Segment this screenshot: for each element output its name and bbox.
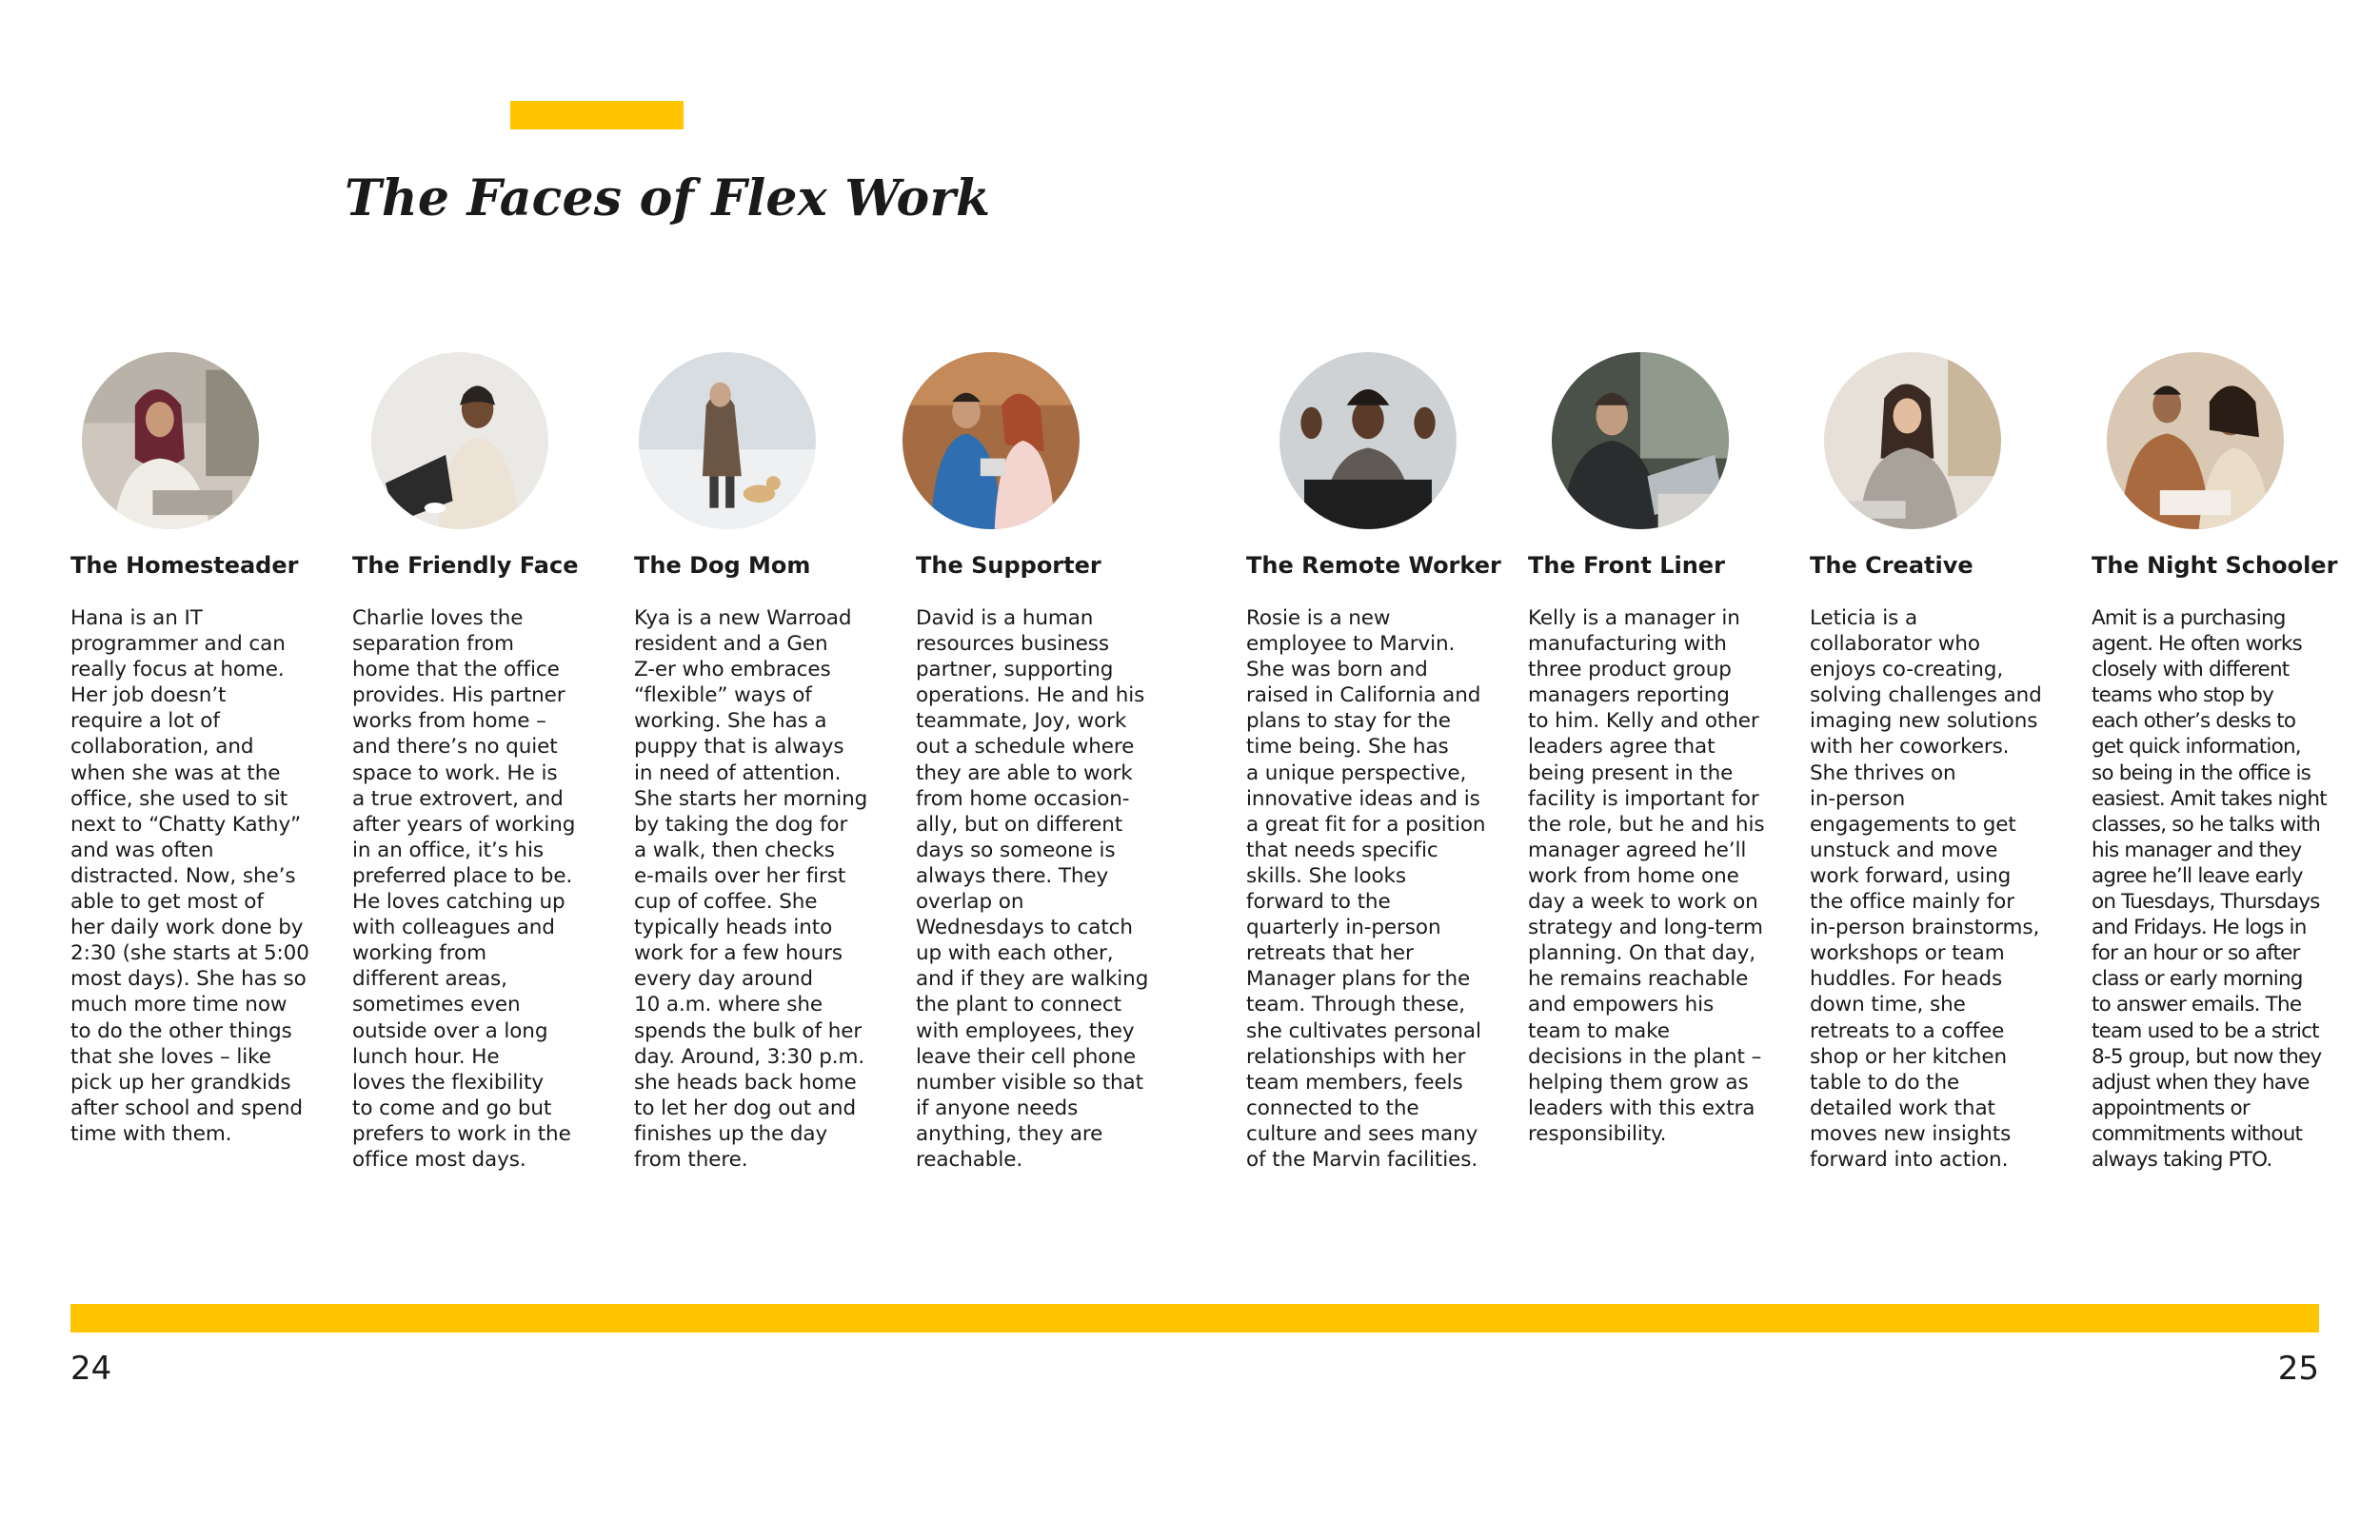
desc-line: helping them grow as [1528, 1070, 1749, 1095]
desc-line: Leticia is a [1810, 606, 1918, 630]
desc-line: with employees, they [916, 1018, 1135, 1043]
desc-line: if anyone needs [916, 1096, 1079, 1120]
persona-card [2092, 352, 2338, 1172]
friendly-face-photo [371, 352, 548, 529]
desc-line: collaborator who [1810, 632, 1980, 657]
desc-line: 2:30 (she starts at 5:00 [70, 941, 309, 966]
desc-line: innovative ideas and is [1246, 786, 1480, 811]
desc-line: manager agreed he’ll [1528, 838, 1747, 862]
desc-line: to him. Kelly and other [1528, 709, 1759, 734]
desc-line: he remains reachable [1528, 967, 1749, 992]
desc-line: class or early morning [2092, 967, 2303, 992]
desc-line: planning. On that day, [1528, 941, 1756, 966]
persona-card [1246, 352, 1501, 1172]
desc-line: relationships with her [1246, 1044, 1466, 1069]
desc-line: Her job doesn’t [70, 683, 227, 708]
desc-line: to come and go but [352, 1096, 552, 1120]
desc-line: workshops or team [1810, 941, 2005, 966]
desc-line: agent. He often works [2092, 632, 2302, 657]
desc-line: She starts her morning [634, 786, 868, 811]
persona-description [1246, 605, 1486, 1173]
page-number-right: 25 [2277, 1350, 2319, 1388]
persona-name: The Creative [1810, 552, 1973, 579]
desc-line: plans to stay for the [1246, 709, 1451, 734]
persona-name: The Dog Mom [634, 552, 811, 579]
desc-line: that needs specific [1246, 838, 1438, 862]
desc-line: David is a human [916, 606, 1094, 630]
desc-line: employee to Marvin. [1246, 632, 1456, 657]
desc-line: team. Through these, [1246, 993, 1466, 1017]
desc-line: decisions in the plant – [1528, 1044, 1762, 1069]
desc-line: anything, they are [916, 1121, 1103, 1146]
desc-line: to answer emails. The [2092, 993, 2302, 1017]
desc-line: Wednesdays to catch [916, 916, 1133, 940]
desc-line: skills. She looks [1246, 863, 1407, 888]
desc-line: with colleagues and [352, 916, 555, 940]
desc-line: table to do the [1810, 1070, 1960, 1095]
desc-line: and there’s no quiet [352, 735, 558, 760]
desc-line: imaging new solutions [1810, 709, 2038, 734]
desc-line: culture and sees many [1246, 1121, 1478, 1146]
persona-description [634, 605, 870, 1173]
desc-line: Manager plans for the [1246, 967, 1471, 992]
desc-line: spends the bulk of her [634, 1018, 863, 1043]
desc-line: team used to be a strict [2092, 1018, 2319, 1043]
desc-line: from home occasion- [916, 786, 1130, 811]
desc-line: forward to the [1246, 890, 1391, 915]
persona-name: The Remote Worker [1246, 552, 1501, 579]
desc-line: closely with different [2092, 658, 2290, 682]
desc-line: works from home – [352, 709, 546, 734]
desc-line: quarterly in-person [1246, 916, 1441, 940]
desc-line: enjoys co-creating, [1810, 658, 2004, 682]
desc-line: office, she used to sit [70, 786, 288, 811]
desc-line: raised in California and [1246, 683, 1481, 708]
desc-line: typically heads into [634, 916, 833, 940]
desc-line: a great fit for a position [1246, 812, 1486, 837]
desc-line: office most days. [352, 1147, 526, 1172]
desc-line: moves new insights [1810, 1121, 2012, 1146]
desc-line: He loves catching up [352, 890, 565, 915]
desc-line: retreats that her [1246, 941, 1414, 966]
desc-line: the plant to connect [916, 993, 1121, 1017]
desc-line: the office mainly for [1810, 890, 2014, 915]
desc-line: appointments or [2092, 1096, 2250, 1120]
desc-line: for an hour or so after [2092, 941, 2300, 966]
desc-line: Kelly is a manager in [1528, 606, 1740, 630]
desc-line: work forward, using [1810, 863, 2012, 888]
desc-line: that she loves – like [70, 1044, 271, 1069]
desc-line: sometimes even [352, 993, 521, 1017]
desc-line: she cultivates personal [1246, 1018, 1481, 1043]
desc-line: strategy and long-term [1528, 916, 1763, 940]
desc-line: leaders agree that [1528, 735, 1716, 760]
desc-line: commitments without [2092, 1121, 2303, 1146]
desc-line: facility is important for [1528, 786, 1759, 811]
desc-line: responsibility. [1528, 1121, 1667, 1146]
desc-line: different areas, [352, 967, 507, 992]
desc-line: home that the office [352, 658, 560, 682]
persona-description [352, 605, 588, 1173]
desc-line: finishes up the day [634, 1121, 828, 1146]
desc-line: huddles. For heads [1810, 967, 2003, 992]
desc-line: leaders with this extra [1528, 1096, 1755, 1120]
desc-line: shop or her kitchen [1810, 1044, 2008, 1069]
desc-line: loves the flexibility [352, 1070, 544, 1095]
desc-line: her daily work done by [70, 916, 304, 940]
desc-line: so being in the office is [2092, 760, 2311, 785]
desc-line: of the Marvin facilities. [1246, 1147, 1478, 1172]
page-title: The Faces of Flex Work [345, 169, 991, 227]
homesteader-photo [82, 352, 259, 529]
persona-card [70, 352, 313, 1146]
accent-bar-top [510, 101, 684, 129]
desc-line: always there. They [916, 863, 1109, 888]
desc-line: require a lot of [70, 709, 220, 734]
desc-line: a true extrovert, and [352, 786, 564, 811]
desc-line: work for a few hours [634, 941, 843, 966]
desc-line: provides. His partner [352, 683, 565, 708]
persona-name: The Homesteader [70, 552, 299, 579]
desc-line: cup of coffee. She [634, 890, 818, 915]
desc-line: Charlie loves the [352, 606, 524, 630]
desc-line: resources business [916, 632, 1109, 657]
desc-line: and empowers his [1528, 993, 1715, 1017]
persona-name: The Front Liner [1528, 552, 1725, 579]
desc-line: his manager and they [2092, 838, 2302, 862]
desc-line: and if they are walking [916, 967, 1149, 992]
desc-line: “flexible” ways of [634, 683, 812, 708]
desc-line: adjust when they have [2092, 1070, 2310, 1095]
persona-name: The Friendly Face [352, 552, 579, 579]
desc-line: to do the other things [70, 1018, 292, 1043]
persona-card [1810, 352, 2053, 1172]
desc-line: overlap on [916, 890, 1024, 915]
desc-line: prefers to work in the [352, 1121, 571, 1146]
desc-line: a unique perspective, [1246, 760, 1467, 785]
desc-line: distracted. Now, she’s [70, 863, 296, 888]
desc-line: separation from [352, 632, 514, 657]
desc-line: 8-5 group, but now they [2092, 1044, 2322, 1069]
desc-line: get quick information, [2092, 735, 2301, 760]
desc-line: to let her dog out and [634, 1096, 856, 1120]
desc-line: day a week to work on [1528, 890, 1758, 915]
desc-line: most days). She has so [70, 967, 307, 992]
desc-line: work from home one [1528, 863, 1739, 888]
desc-line: Rosie is a new [1246, 606, 1391, 630]
desc-line: she heads back home [634, 1070, 857, 1095]
supporter-photo [902, 352, 1080, 529]
desc-line: pick up her grandkids [70, 1070, 291, 1095]
desc-line: programmer and can [70, 632, 286, 657]
desc-line: they are able to work [916, 760, 1133, 785]
desc-line: days so someone is [916, 838, 1116, 862]
desc-line: always taking PTO. [2092, 1147, 2272, 1172]
accent-bar-bottom [70, 1304, 2319, 1333]
desc-line: every day around [634, 967, 813, 992]
desc-line: out a schedule where [916, 735, 1135, 760]
desc-line: resident and a Gen [634, 632, 828, 657]
persona-description [1810, 605, 2046, 1173]
desc-line: collaboration, and [70, 735, 254, 760]
desc-line: teams who stop by [2092, 683, 2274, 708]
desc-line: working. She has a [634, 709, 827, 734]
desc-line: classes, so he talks with [2092, 812, 2321, 837]
desc-line: lunch hour. He [352, 1044, 500, 1069]
desc-line: and Fridays. He logs in [2092, 916, 2307, 940]
desc-line: retreats to a coffee [1810, 1018, 2005, 1043]
desc-line: preferred place to be. [352, 863, 573, 888]
creative-photo [1824, 352, 2001, 529]
desc-line: easiest. Amit takes night [2092, 786, 2327, 811]
page-number-left: 24 [70, 1350, 112, 1388]
desc-line: after years of working [352, 812, 576, 837]
desc-line: 10 a.m. where she [634, 993, 823, 1017]
desc-line: and was often [70, 838, 214, 862]
desc-line: in an office, it’s his [352, 838, 544, 862]
dog-mom-photo [639, 352, 816, 529]
persona-description [1528, 605, 1764, 1147]
desc-line: in-person [1810, 786, 1906, 811]
persona-name: The Supporter [916, 552, 1101, 579]
desc-line: Kya is a new Warroad [634, 606, 852, 630]
desc-line: day. Around, 3:30 p.m. [634, 1044, 865, 1069]
desc-line: managers reporting [1528, 683, 1730, 708]
desc-line: space to work. He is [352, 760, 558, 785]
persona-card [352, 352, 595, 1172]
persona-card [916, 352, 1159, 1172]
desc-line: solving challenges and [1810, 683, 2042, 708]
desc-line: connected to the [1246, 1096, 1419, 1120]
persona-card [1528, 352, 1771, 1146]
desc-line: teammate, Joy, work [916, 709, 1127, 734]
desc-line: by taking the dog for [634, 812, 848, 837]
desc-line: in-person brainstorms, [1810, 916, 2040, 940]
desc-line: much more time now [70, 993, 288, 1017]
night-schooler-photo [2107, 352, 2284, 529]
desc-line: detailed work that [1810, 1096, 1995, 1120]
desc-line: Amit is a purchasing [2092, 606, 2286, 630]
desc-line: She thrives on [1810, 760, 1956, 785]
desc-line: reachable. [916, 1147, 1023, 1172]
persona-description [2092, 605, 2328, 1173]
desc-line: on Tuesdays, Thursdays [2092, 890, 2320, 915]
desc-line: agree he’ll leave early [2092, 863, 2303, 888]
desc-line: three product group [1528, 658, 1732, 682]
desc-line: down time, she [1810, 993, 1966, 1017]
front-liner-photo [1552, 352, 1729, 529]
desc-line: Z-er who embraces [634, 658, 831, 682]
remote-worker-photo [1279, 352, 1457, 529]
desc-line: time with them. [70, 1121, 232, 1146]
desc-line: number visible so that [916, 1070, 1143, 1095]
persona-name: The Night Schooler [2092, 552, 2338, 579]
desc-line: being present in the [1528, 760, 1734, 785]
desc-line: working from [352, 941, 486, 966]
desc-line: really focus at home. [70, 658, 285, 682]
desc-line: each other’s desks to [2092, 709, 2296, 734]
desc-line: from there. [634, 1147, 748, 1172]
persona-description [916, 605, 1152, 1173]
desc-line: operations. He and his [916, 683, 1145, 708]
desc-line: e-mails over her first [634, 863, 846, 888]
desc-line: up with each other, [916, 941, 1114, 966]
desc-line: the role, but he and his [1528, 812, 1765, 837]
desc-line: when she was at the [70, 760, 281, 785]
desc-line: next to “Chatty Kathy” [70, 812, 302, 837]
desc-line: manufacturing with [1528, 632, 1727, 657]
persona-card [634, 352, 877, 1172]
desc-line: Hana is an IT [70, 606, 203, 630]
desc-line: a walk, then checks [634, 838, 835, 862]
desc-line: team members, feels [1246, 1070, 1463, 1095]
desc-line: ally, but on different [916, 812, 1123, 837]
desc-line: She was born and [1246, 658, 1428, 682]
desc-line: unstuck and move [1810, 838, 1998, 862]
desc-line: outside over a long [352, 1018, 548, 1043]
desc-line: team to make [1528, 1018, 1670, 1043]
desc-line: in need of attention. [634, 760, 842, 785]
desc-line: able to get most of [70, 890, 264, 915]
desc-line: partner, supporting [916, 658, 1114, 682]
desc-line: forward into action. [1810, 1147, 2009, 1172]
desc-line: puppy that is always [634, 735, 844, 760]
desc-line: after school and spend [70, 1096, 303, 1120]
persona-description [70, 605, 307, 1147]
desc-line: leave their cell phone [916, 1044, 1137, 1069]
desc-line: with her coworkers. [1810, 735, 2010, 760]
desc-line: engagements to get [1810, 812, 2016, 837]
desc-line: time being. She has [1246, 735, 1449, 760]
